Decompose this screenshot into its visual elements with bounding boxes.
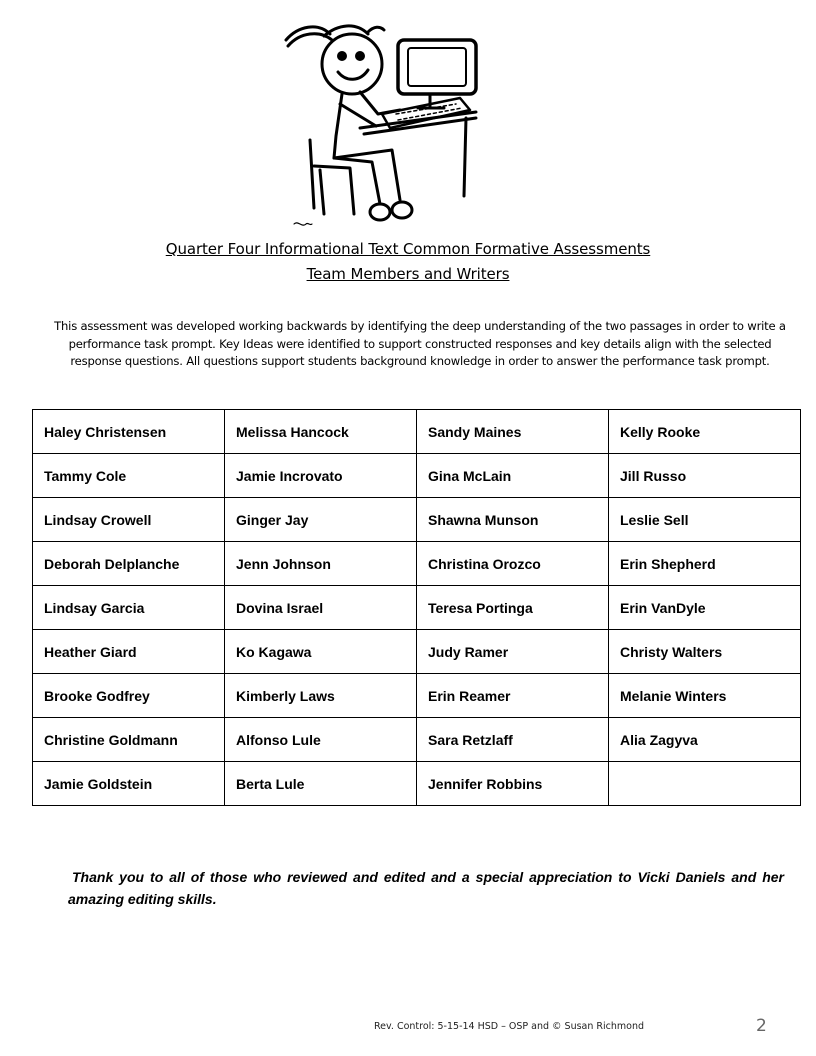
member-name-cell: Christina Orozco — [417, 542, 609, 586]
member-name-cell: Sara Retzlaff — [417, 718, 609, 762]
member-name-cell: Ko Kagawa — [225, 630, 417, 674]
member-name-cell: Christine Goldmann — [33, 718, 225, 762]
table-row — [33, 410, 801, 454]
team-members-table — [32, 409, 801, 806]
member-name-cell: Leslie Sell — [609, 498, 801, 542]
child-at-computer-drawing-icon — [280, 18, 490, 236]
member-name-cell: Dovina Israel — [225, 586, 417, 630]
member-name-cell: Lindsay Garcia — [33, 586, 225, 630]
member-name-cell: Gina McLain — [417, 454, 609, 498]
member-name-cell: Jamie Goldstein — [33, 762, 225, 806]
member-name-cell: Ginger Jay — [225, 498, 417, 542]
table-row — [33, 498, 801, 542]
table-row — [33, 586, 801, 630]
member-name-cell: Teresa Portinga — [417, 586, 609, 630]
member-name-cell: Brooke Godfrey — [33, 674, 225, 718]
member-name-cell: Deborah Delplanche — [33, 542, 225, 586]
member-name-cell: Sandy Maines — [417, 410, 609, 454]
table-row — [33, 454, 801, 498]
member-name-cell: Heather Giard — [33, 630, 225, 674]
member-name-cell: Alfonso Lule — [225, 718, 417, 762]
page-title: Quarter Four Informational Text Common Formative Assessments — [165, 240, 651, 258]
member-name-cell: Alia Zagyva — [609, 718, 801, 762]
member-name-cell: Kelly Rooke — [609, 410, 801, 454]
table-row — [33, 674, 801, 718]
member-name-cell: Jill Russo — [609, 454, 801, 498]
member-name-cell: Melissa Hancock — [225, 410, 417, 454]
member-name-cell: Haley Christensen — [33, 410, 225, 454]
intro-paragraph: This assessment was developed working backwards by identifying the deep understanding of the two passages in order to write a performance task prompt. Key Ideas were identified to support constructed responses and key details align with the selected response questions. All questions support students background knowledge in order to answer the performance task prompt. — [54, 319, 786, 368]
member-name-cell: Jennifer Robbins — [417, 762, 609, 806]
member-name-cell: Melanie Winters — [609, 674, 801, 718]
member-name-cell: Erin Reamer — [417, 674, 609, 718]
page-number: 2 — [756, 1016, 767, 1036]
member-name-cell: Tammy Cole — [33, 454, 225, 498]
member-name-cell: Lindsay Crowell — [33, 498, 225, 542]
member-name-cell: Kimberly Laws — [225, 674, 417, 718]
member-name-cell: Jenn Johnson — [225, 542, 417, 586]
member-name-cell: Berta Lule — [225, 762, 417, 806]
table-row — [33, 762, 801, 806]
member-name-cell: Erin Shepherd — [609, 542, 801, 586]
member-name-cell: Erin VanDyle — [609, 586, 801, 630]
table-row — [33, 630, 801, 674]
member-name-cell: Judy Ramer — [417, 630, 609, 674]
member-name-cell: Christy Walters — [609, 630, 801, 674]
page-subtitle: Team Members and Writers — [306, 265, 510, 283]
table-row — [33, 718, 801, 762]
table-row — [33, 542, 801, 586]
acknowledgement-text: Thank you to all of those who reviewed and edited and a special appreciation to Vicki Daniels and her amazing editing skills. — [68, 869, 784, 907]
rev-control-footer: Rev. Control: 5-15-14 HSD – OSP and © Susan Richmond — [374, 1021, 645, 1032]
member-name-cell: Jamie Incrovato — [225, 454, 417, 498]
member-name-cell — [609, 762, 801, 806]
member-name-cell: Shawna Munson — [417, 498, 609, 542]
